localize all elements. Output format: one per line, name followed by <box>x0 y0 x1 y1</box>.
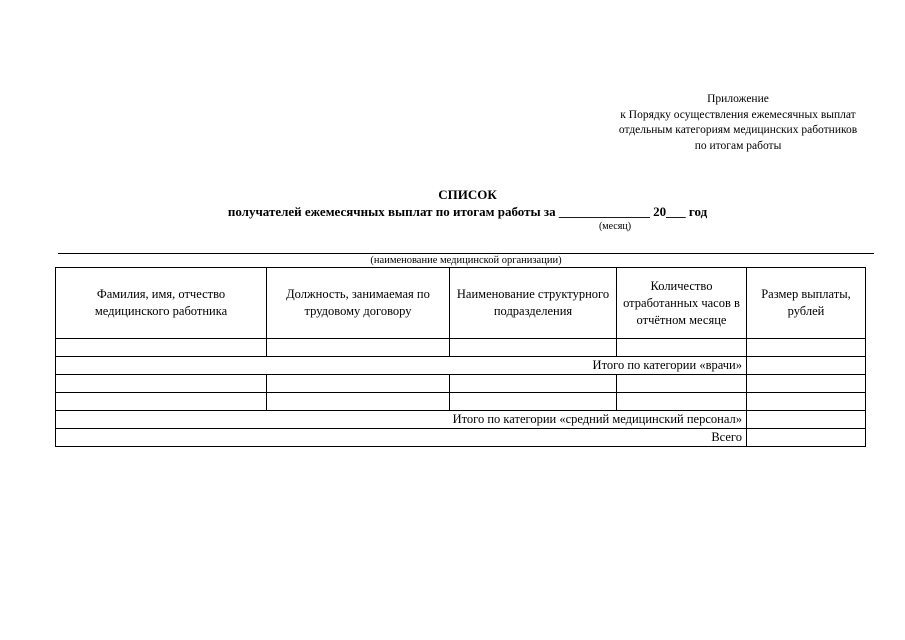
total-label-doctors: Итого по категории «врачи» <box>56 357 747 375</box>
table-header-row <box>56 268 866 339</box>
table-cell[interactable] <box>267 375 450 393</box>
recipients-table <box>55 267 866 447</box>
table-cell[interactable] <box>450 375 617 393</box>
total-value-doctors[interactable] <box>747 357 866 375</box>
total-value-grand[interactable] <box>747 429 866 447</box>
table-cell[interactable] <box>617 375 747 393</box>
table-cell[interactable] <box>56 393 267 411</box>
table-row <box>56 339 866 357</box>
table-cell[interactable] <box>747 375 866 393</box>
table-cell[interactable] <box>267 339 450 357</box>
table-cell[interactable] <box>747 393 866 411</box>
table-cell[interactable] <box>617 339 747 357</box>
table-cell[interactable] <box>56 339 267 357</box>
table-row <box>56 393 866 411</box>
total-label-nurses: Итого по категории «средний медицинский персонал» <box>56 411 747 429</box>
table-cell[interactable] <box>617 393 747 411</box>
appendix-line: Приложение <box>707 93 769 105</box>
table-cell[interactable] <box>267 393 450 411</box>
header-full-name: Фамилия, имя, отчество медицинского работника <box>56 268 267 339</box>
appendix-line: к Порядку осуществления ежемесячных выплат <box>620 108 856 121</box>
appendix-line: по итогам работы <box>694 139 782 152</box>
total-label-grand: Всего <box>56 429 747 447</box>
table-cell[interactable] <box>56 375 267 393</box>
total-row-nurses <box>56 411 866 429</box>
header-payment: Размер выплаты, рублей <box>747 268 866 339</box>
header-hours: Количество отработанных часов в отчётном месяце <box>617 268 747 339</box>
month-caption: (месяц) <box>598 221 632 232</box>
table-row <box>56 375 866 393</box>
total-row-doctors <box>56 357 866 375</box>
table-cell[interactable] <box>450 339 617 357</box>
table-cell[interactable] <box>450 393 617 411</box>
appendix-line: отдельным категориям медицинских работников <box>618 124 858 136</box>
total-value-nurses[interactable] <box>747 411 866 429</box>
document-title: СПИСОК <box>438 187 497 202</box>
header-position: Должность, занимаемая по трудовому договору <box>267 268 450 339</box>
total-row-grand <box>56 429 866 447</box>
appendix-note <box>580 92 896 154</box>
header-department: Наименование структурного подразделения <box>450 268 617 339</box>
document-subtitle: получателей ежемесячных выплат по итогам работы за ______________ 20___ год <box>227 204 708 219</box>
organization-caption: (наименование медицинской организации) <box>370 255 562 266</box>
table-cell[interactable] <box>747 339 866 357</box>
